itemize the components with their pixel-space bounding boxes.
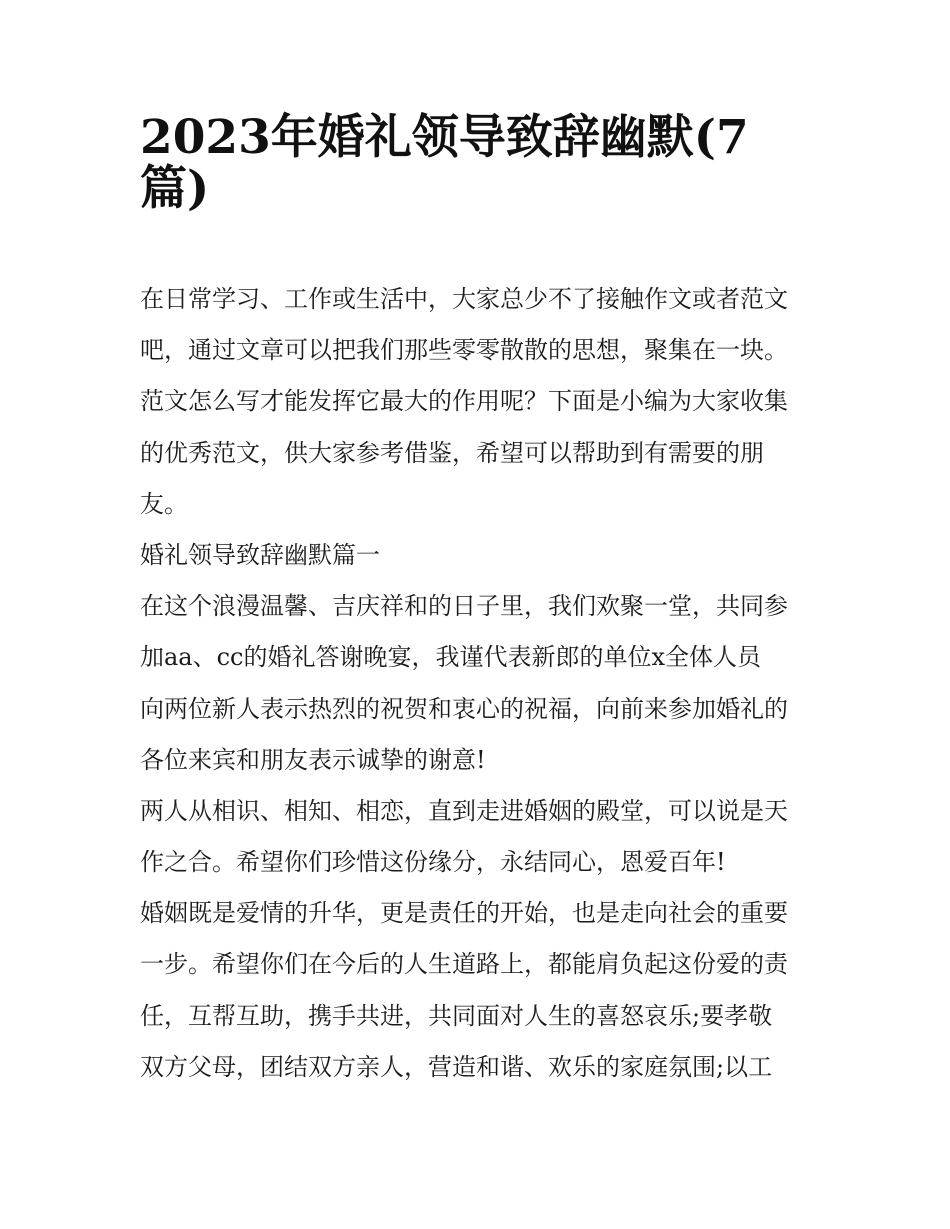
intro-line: 的优秀范文，供大家参考借鉴，希望可以帮助到有需要的朋 (140, 438, 764, 467)
paragraph-line: 向两位新人表示热烈的祝贺和衷心的祝福，向前来参加婚礼的 (140, 694, 788, 723)
paragraph-line: 两人从相识、相知、相恋，直到走进婚姻的殿堂，可以说是天 (140, 796, 788, 825)
title-line: 篇) (140, 161, 210, 217)
section-heading: 婚礼领导致辞幽默篇一 (140, 540, 380, 569)
paragraph-line: 双方父母，团结双方亲人，营造和谐、欢乐的家庭氛围;以工 (140, 1052, 773, 1081)
paragraph-line: 任，互帮互助，携手共进，共同面对人生的喜怒哀乐;要孝敬 (140, 1001, 773, 1030)
intro-line: 吧，通过文章可以把我们那些零零散散的思想，聚集在一块。 (140, 336, 788, 365)
intro-line: 范文怎么写才能发挥它最大的作用呢？下面是小编为大家收集 (140, 387, 788, 416)
paragraph-line: 一步。希望你们在今后的人生道路上，都能肩负起这份爱的责 (140, 950, 788, 979)
document-body (140, 274, 830, 1093)
paragraph-line: 作之合。希望你们珍惜这份缘分，永结同心，恩爱百年! (140, 848, 726, 877)
paragraph-line: 加aa、cc的婚礼答谢晚宴，我谨代表新郎的单位x全体人员 (140, 643, 762, 672)
document-title (140, 110, 820, 217)
intro-line: 在日常学习、工作或生活中，大家总少不了接触作文或者范文 (140, 285, 788, 313)
intro-line: 友。 (140, 489, 188, 518)
paragraph-line: 各位来宾和朋友表示诚挚的谢意! (140, 745, 486, 774)
title-line: 2023年婚礼领导致辞幽默(7 (140, 110, 749, 165)
paragraph-line: 在这个浪漫温馨、吉庆祥和的日子里，我们欢聚一堂，共同参 (140, 592, 788, 621)
paragraph-line: 婚姻既是爱情的升华，更是责任的开始，也是走向社会的重要 (140, 899, 788, 928)
